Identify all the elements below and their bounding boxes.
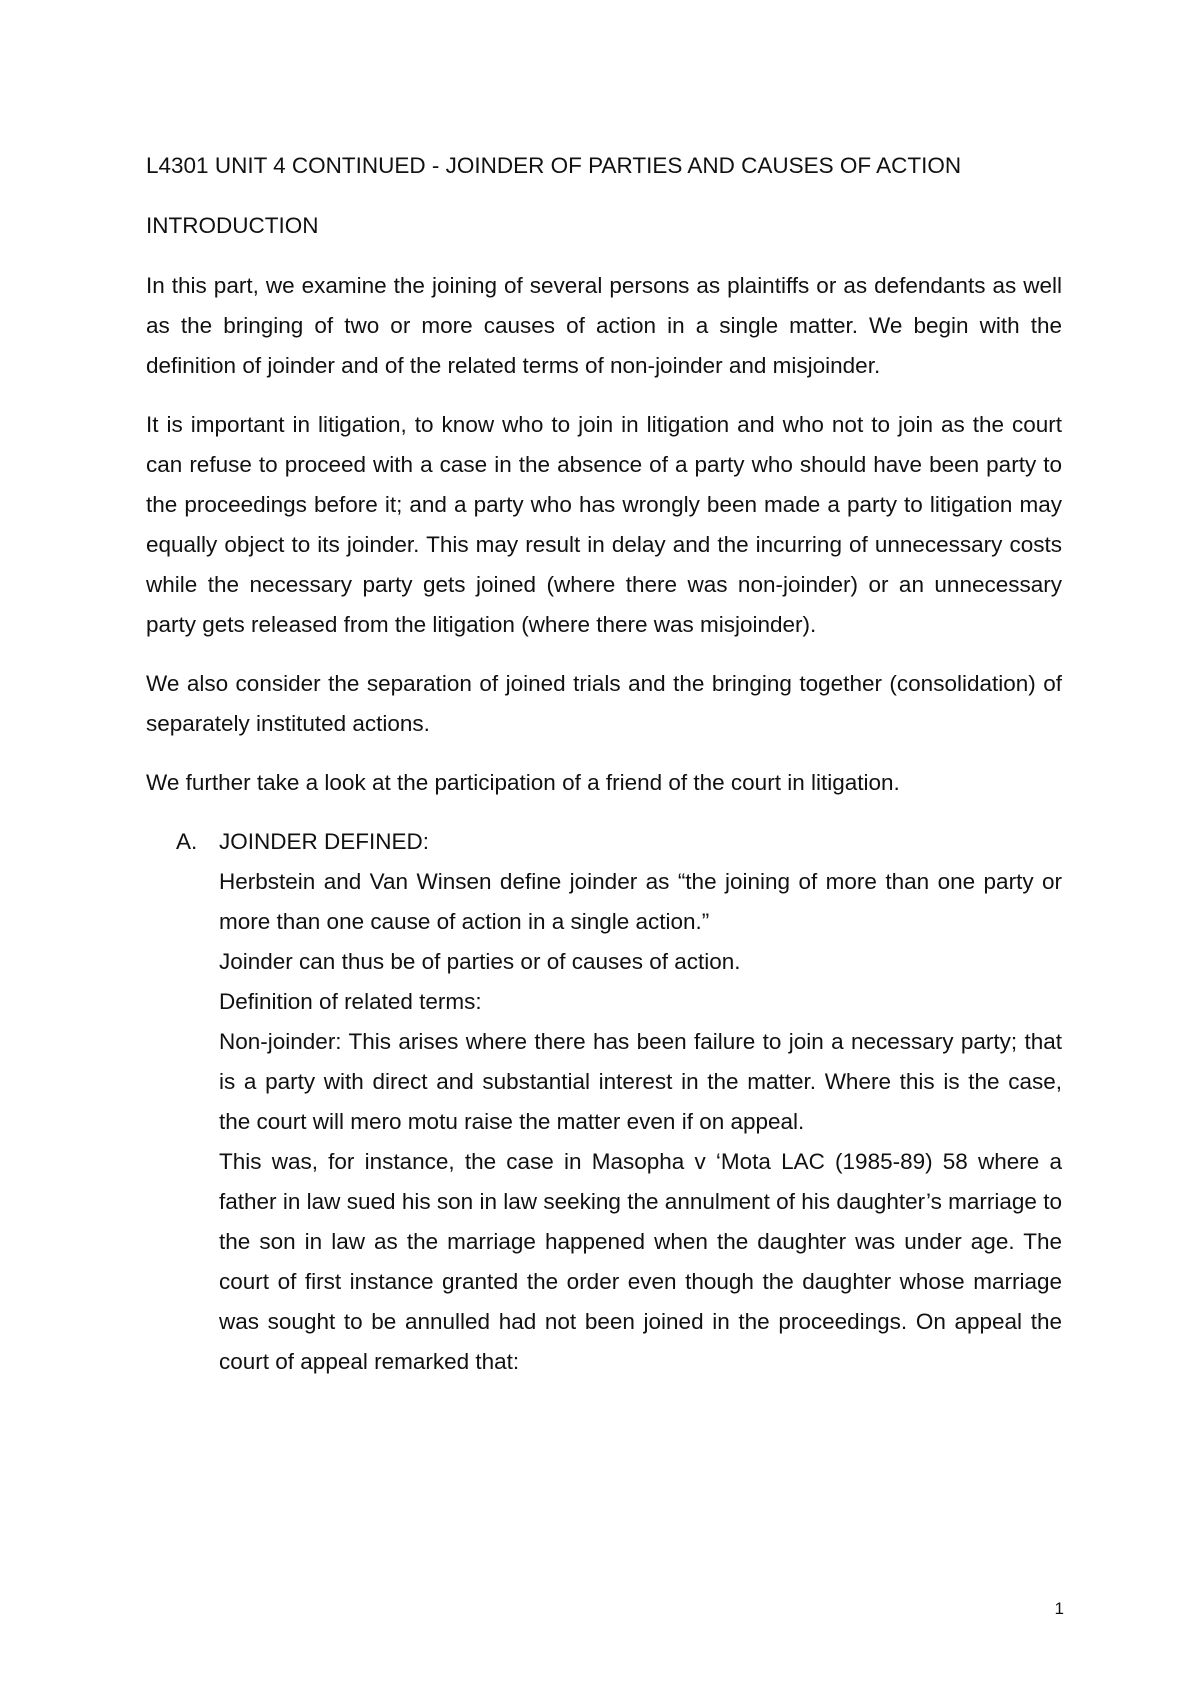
introduction-heading: INTRODUCTION	[146, 213, 319, 238]
section-a-heading: JOINDER DEFINED:	[219, 829, 430, 854]
related-terms-heading: Definition of related terms:	[219, 989, 482, 1014]
non-joinder-definition: Non-joinder: This arises where there has been failure to join a necessary party; that is a party with direct and substantial interest in the matter. Where this is the case, the court will mero motu raise the matter even if on appeal.	[219, 1029, 1062, 1134]
paragraph-separation: We also consider the separation of joined trials and the bringing together (consolidation) of separately instituted actions.	[146, 671, 1062, 736]
document-title: L4301 UNIT 4 CONTINUED - JOINDER OF PARTIES AND CAUSES OF ACTION	[146, 153, 962, 178]
section-a	[146, 822, 1062, 1382]
section-a-letter: A.	[176, 829, 198, 854]
page-number: 1	[1054, 1599, 1064, 1618]
joinder-kinds: Joinder can thus be of parties or of causes of action.	[219, 949, 741, 974]
paragraph-scope: In this part, we examine the joining of several persons as plaintiffs or as defendants as well as the bringing of two or more causes of action in a single matter. We begin with the definition of joinder and of the related terms of non-joinder and misjoinder.	[146, 273, 1062, 378]
page-content	[146, 146, 1062, 1382]
joinder-definition: Herbstein and Van Winsen define joinder as “the joining of more than one party or more than one cause of action in a single action.”	[219, 869, 1062, 934]
section-a-body	[219, 822, 1062, 1382]
paragraph-friend-of-court: We further take a look at the participation of a friend of the court in litigation.	[146, 770, 900, 795]
paragraph-importance: It is important in litigation, to know who to join in litigation and who not to join as the court can refuse to proceed with a case in the absence of a party who should have been party to the proceedings before it; and a party who has wrongly been made a party to litigation may equally object to its joinder. This may result in delay and the incurring of unnecessary costs while the necessary party gets joined (where there was non-joinder) or an unnecessary party gets released from the litigation (where there was misjoinder).	[146, 412, 1062, 637]
case-example: This was, for instance, the case in Masopha v ‘Mota LAC (1985-89) 58 where a father in law sued his son in law seeking the annulment of his daughter’s marriage to the son in law as the marriage happened when the daughter was under age. The court of first instance granted the order even though the daughter whose marriage was sought to be annulled had not been joined in the proceedings. On appeal the court of appeal remarked that:	[219, 1149, 1062, 1374]
